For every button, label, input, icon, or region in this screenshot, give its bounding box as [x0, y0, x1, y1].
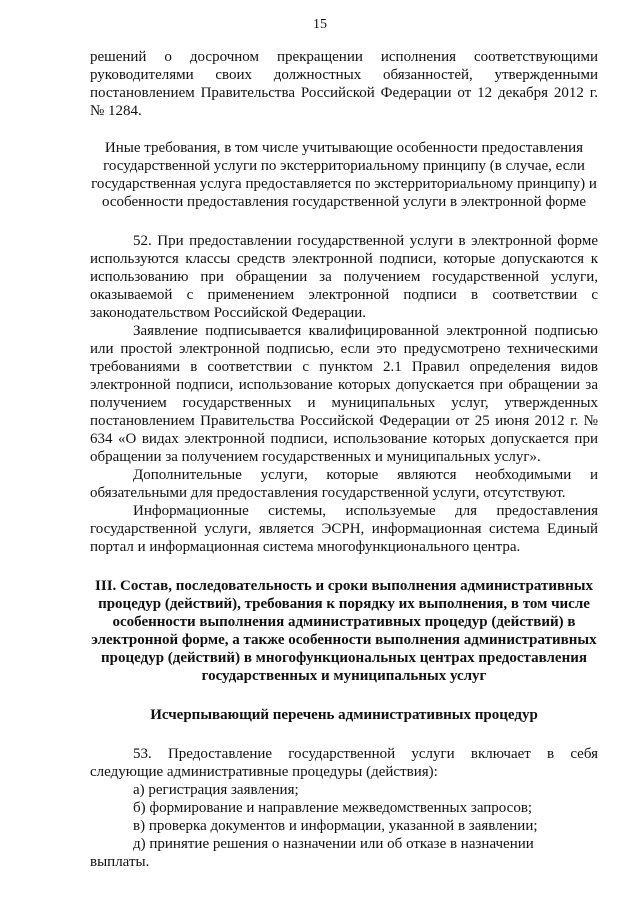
list-item-a: а) регистрация заявления;: [133, 782, 299, 798]
document-body: [90, 48, 598, 871]
paragraph-information-systems: Информационные системы, используемые для предоставления государственной услуги, является ЭСРН, информационная система Единый портал и информационная система многофункционального центра.: [90, 503, 598, 555]
page-number: 15: [313, 17, 327, 32]
intro-paragraph: решений о досрочном прекращении исполнения соответствующими руководителями своих должностных обязанностей, утвержденными постановлением Правительства Российской Федерации от 12 декабря 2012 г. № 1284.: [90, 49, 598, 119]
paragraph-additional-services: Дополнительные услуги, которые являются необходимыми и обязательными для предоставления государственной услуги, отсутствуют.: [90, 467, 598, 501]
section-iii-heading: III. Состав, последовательность и сроки выполнения административных процедур (действий), требования к порядку их выполнения, в том числе особенности выполнения административных процедур (действий) в электронной форме, а также особенности выполнения административных процедур (действий) в многофункциональных центрах предоставления государственных и муниципальных услуг: [91, 578, 597, 684]
list-item-d: д) принятие решения о назначении или об отказе в назначении: [133, 836, 534, 852]
subsection-heading-procedures: Исчерпывающий перечень административных процедур: [150, 707, 538, 723]
paragraph-52: 52. При предоставлении государственной услуги в электронной форме используются классы средств электронной подписи, которые допускаются к использованию при обращении за получением государственной услуги, оказываемой с применением электронной подписи в соответствии с законодательством Российской Федерации.: [90, 233, 598, 321]
paragraph-53: 53. Предоставление государственной услуги включает в себя следующие административные процедуры (действия):: [90, 746, 598, 780]
section-heading-other-requirements: Иные требования, в том числе учитывающие особенности предоставления государственной услуги по экстерриториальному принципу (в случае, если государственная услуга предоставляется по экстерриториальному принципу) и особенности предоставления государственной услуги в электронной форме: [91, 140, 597, 210]
paragraph-signature: Заявление подписывается квалифицированной электронной подписью или простой электронной подписью, если это предусмотрено техническими требованиями в соответствии с пунктом 2.1 Правил определения видов электронной подписи, использование которых допускается при обращении за получением государственных и муниципальных услуг, утвержденных постановлением Правительства Российской Федерации от 25 июня 2012 г. № 634 «О видах электронной подписи, использование которых допускается при обращении за получением государственных и муниципальных услуг».: [90, 323, 598, 465]
list-item-v: в) проверка документов и информации, указанной в заявлении;: [133, 818, 538, 834]
list-item-d-continuation: выплаты.: [90, 854, 150, 870]
list-item-b: б) формирование и направление межведомственных запросов;: [133, 800, 533, 816]
